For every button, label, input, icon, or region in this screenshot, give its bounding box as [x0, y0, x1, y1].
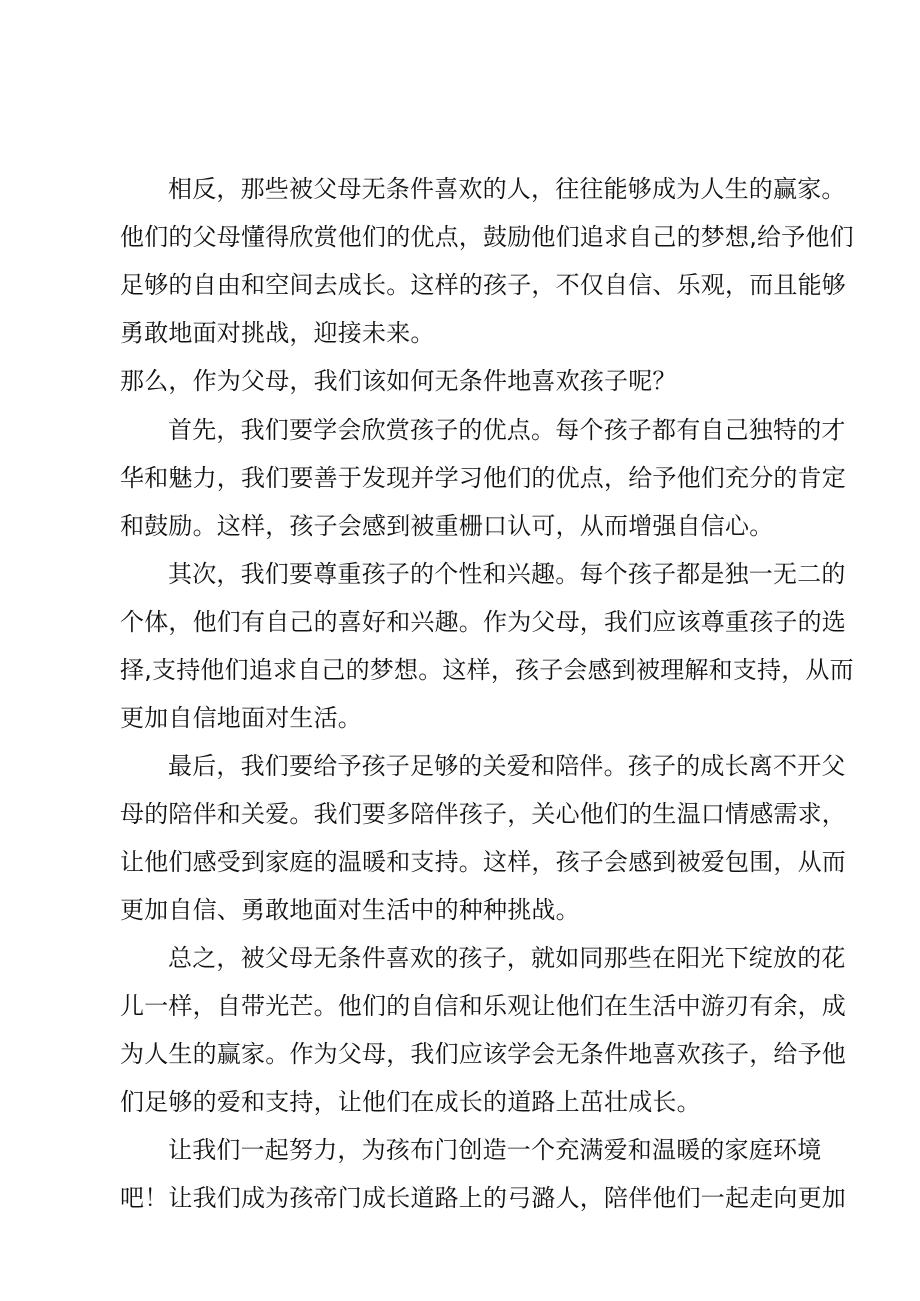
text-line: 那么，作为父母，我们该如何无条件地喜欢孩子呢？: [120, 367, 677, 395]
text-line: 华和魅力，我们要善于发现并学习他们的优点，给予他们充分的肯定: [120, 464, 846, 492]
text-line: 足够的自由和空间去成长。这样的孩子，不仅自信、乐观，而且能够: [120, 271, 846, 299]
text-line: 相反，那些被父母无条件喜欢的人，往往能够成为人生的赢家。: [168, 175, 846, 203]
text-line: 其次，我们要尊重孩子的个性和兴趣。每个孩子都是独一无二的: [168, 560, 846, 588]
text-line: 儿一样，自带光芒。他们的自信和乐观让他们在生活中游刃有余，成: [120, 992, 846, 1020]
text-line: 最后，我们要给予孩子足够的关爱和陪伴。孩子的成长离不开父: [168, 752, 846, 780]
text-line: 勇敢地面对挑战，迎接未来。: [120, 319, 435, 347]
text-line: 总之，被父母无条件喜欢的孩子，就如同那些在阳光下绽放的花: [168, 944, 846, 972]
text-line: 母的陪伴和关爱。我们要多陪伴孩子，关心他们的生温口情感需求，: [120, 800, 846, 828]
text-line: 让我们一起努力，为孩布门创造一个充满爱和温暖的家庭环境: [168, 1136, 822, 1164]
text-line: 让他们感受到家庭的温暖和支持。这样，孩子会感到被爱包围，从而: [120, 848, 846, 876]
text-line: 为人生的赢家。作为父母，我们应该学会无条件地喜欢孩子，给予他: [120, 1040, 846, 1068]
text-line: 首先，我们要学会欣赏孩子的优点。每个孩子都有自己独特的才: [168, 416, 846, 444]
text-line: 他们的父母懂得欣赏他们的优点，鼓励他们追求自己的梦想,给予他们: [120, 223, 854, 251]
text-line: 吧！让我们成为孩帝门成长道路上的弓潞人，陪伴他们一起走向更加: [120, 1184, 846, 1212]
text-line: 择,支持他们追求自己的梦想。这样，孩子会感到被理解和支持，从而: [120, 656, 854, 684]
text-line: 们足够的爱和支持，让他们在成长的道路上茁壮成长。: [120, 1088, 701, 1116]
text-line: 和鼓励。这样，孩子会感到被重栅口认可，从而增强自信心。: [120, 512, 774, 540]
text-line: 更加自信地面对生活。: [120, 704, 362, 732]
text-line: 更加自信、勇敢地面对生活中的种种挑战。: [120, 896, 580, 924]
text-line: 个体，他们有自己的喜好和兴趣。作为父母，我们应该尊重孩子的选: [120, 608, 846, 636]
